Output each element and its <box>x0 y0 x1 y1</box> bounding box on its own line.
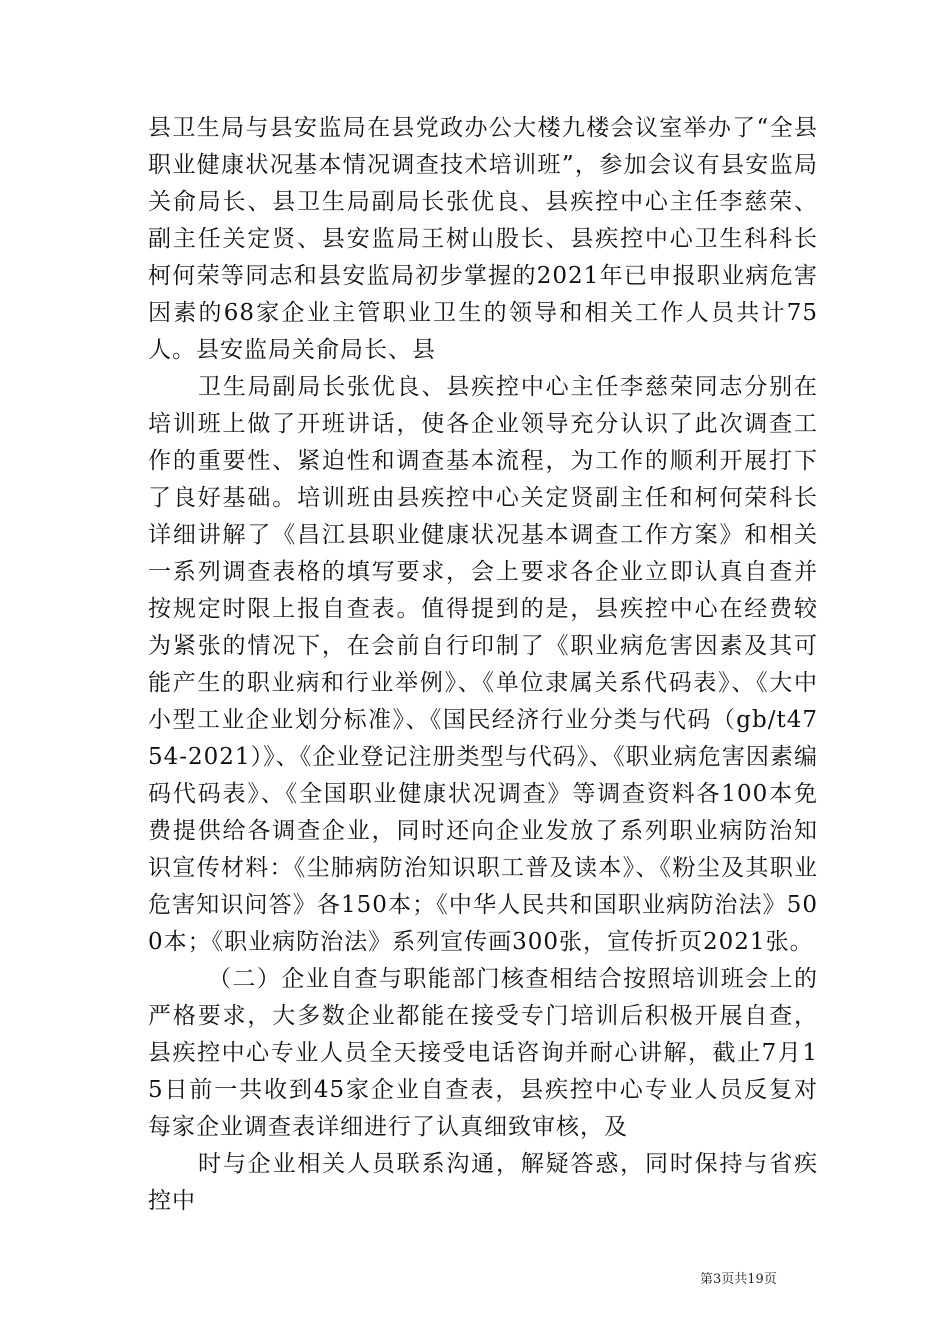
page-number-footer: 第3页共19页 <box>700 1272 777 1287</box>
paragraph-training-details: 卫生局副局长张优良、县疾控中心主任李慈荣同志分别在培训班上做了开班讲话，使各企业领导充分认识了此次调查工作的重要性、紧迫性和调查基本流程，为工作的顺利开展打下了良好基础。培训班由县疾控中心关定贤副主任和柯何荣科长详细讲解了《昌江县职业健康状况基本调查工作方案》和相关一系列调查表格的填写要求，会上要求各企业立即认真自查并按规定时限上报自查表。值得提到的是，县疾控中心在经费较为紧张的情况下，在会前自行印制了《职业病危害因素及其可能产生的职业病和行业举例》、《单位隶属关系代码表》、《大中小型工业企业划分标准》、《国民经济行业分类与代码（gb/t4754-2021）》、《企业登记注册类型与代码》、《职业病危害因素编码代码表》、《全国职业健康状况调查》等调查资料各100本免费提供给各调查企业，同时还向企业发放了系列职业病防治知识宣传材料：《尘肺病防治知识职工普及读本》、《粉尘及其职业危害知识问答》各150本；《中华人民共和国职业病防治法》500本；《职业病防治法》系列宣传画300张，宣传折页2021张。 <box>148 374 818 955</box>
paragraph-training-meeting: 县卫生局与县安监局在县党政办公大楼九楼会议室举办了“全县职业健康状况基本情况调查技术培训班”，参加会议有县安监局关俞局长、县卫生局副局长张优良、县疾控中心主任李慈荣、副主任关定贤、县安监局王树山股长、县疾控中心卫生科科长柯何荣等同志和县安监局初步掌握的2021年已申报职业病危害因素的68家企业主管职业卫生的领导和相关工作人员共计75人。县安监局关俞局长、县 <box>148 115 818 363</box>
document-body <box>148 110 818 1220</box>
paragraph-self-inspection: （二）企业自查与职能部门核查相结合按照培训班会上的严格要求，大多数企业都能在接受专门培训后积极开展自查，县疾控中心专业人员全天接受电话咨询并耐心讲解，截止7月15日前一共收到45家企业自查表，县疾控中心专业人员反复对每家企业调查表详细进行了认真细致审核，及 <box>148 966 818 1140</box>
paragraph-continuation: 时与企业相关人员联系沟通，解疑答惑，同时保持与省疾控中 <box>148 1151 818 1214</box>
